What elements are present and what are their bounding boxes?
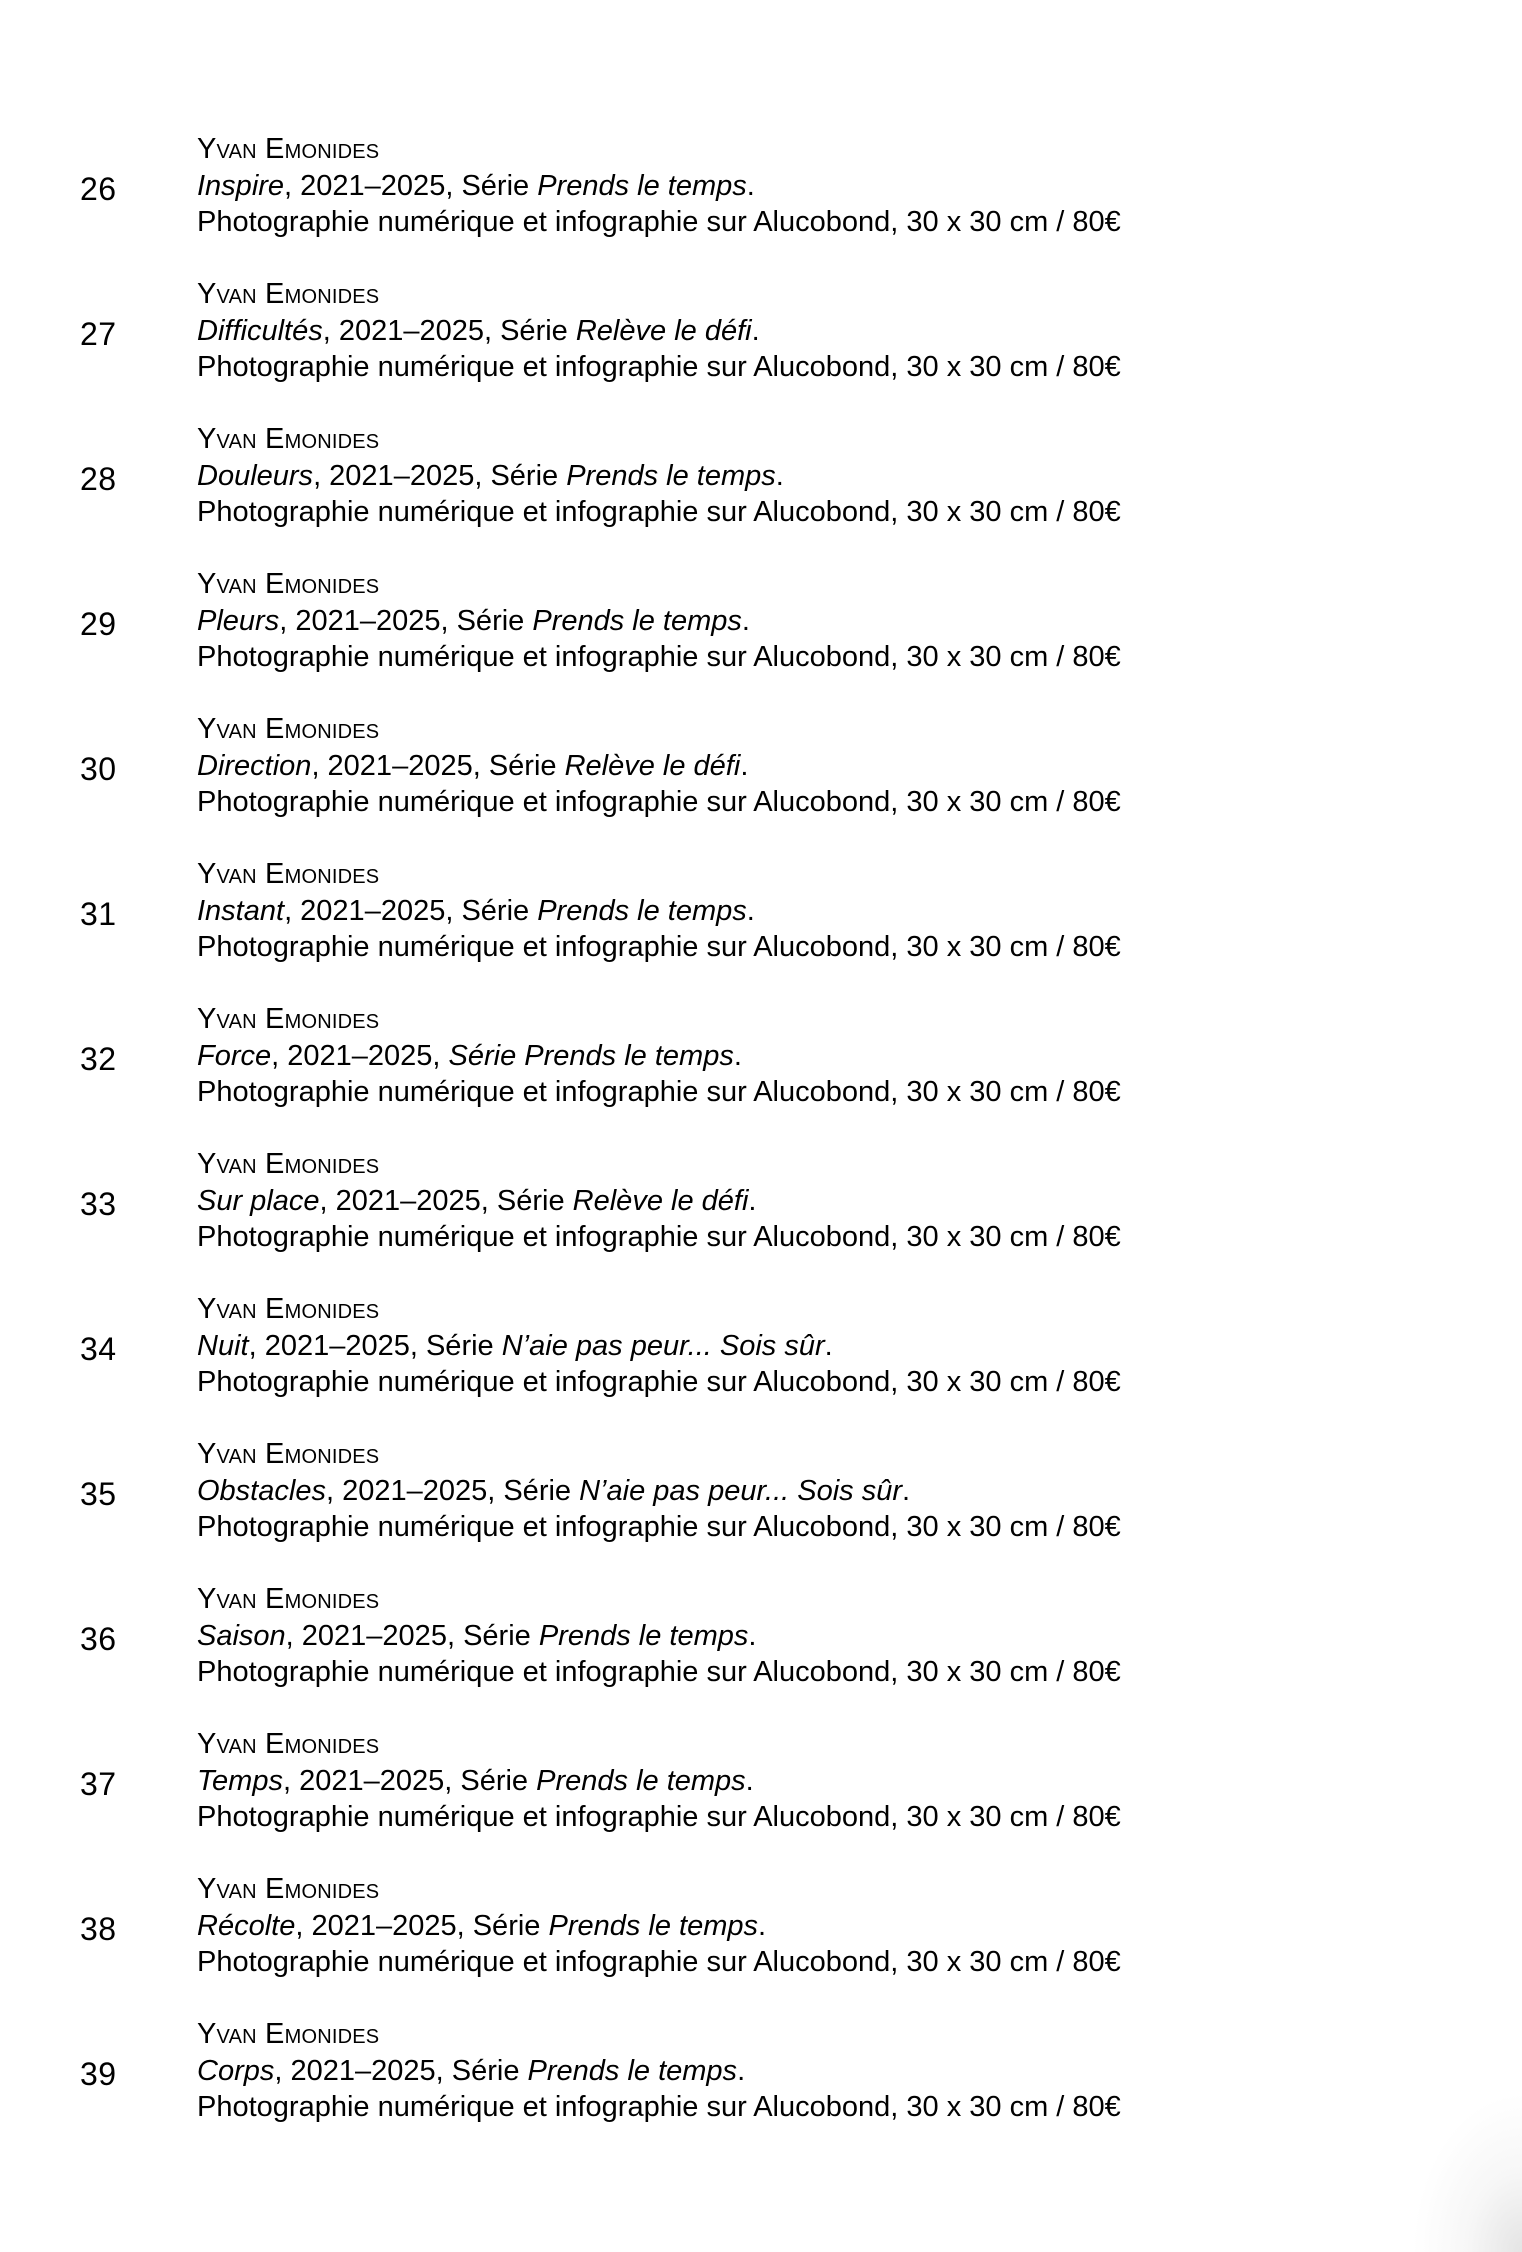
- artist-name: Yvan Emonides: [197, 568, 380, 600]
- artwork-medium: Photographie numérique et infographie sur Alucobond, 30 x 30 cm / 80€: [197, 351, 1121, 383]
- entry-number: 26: [80, 171, 117, 207]
- artwork-title: Sur place: [197, 1184, 320, 1217]
- artist-name: Yvan Emonides: [197, 1293, 380, 1325]
- series-prefix: Série: [456, 604, 533, 637]
- catalogue-entry: [0, 1576, 1522, 1721]
- artwork-title-line: [197, 893, 1121, 930]
- entry-details: [197, 1001, 1121, 1111]
- series-name: Prends le temps: [537, 894, 747, 927]
- artist-name: Yvan Emonides: [197, 1003, 380, 1035]
- entry-details: [197, 131, 1121, 241]
- artwork-dates: , 2021–2025,: [271, 1039, 449, 1072]
- artwork-dates: , 2021–2025,: [279, 604, 457, 637]
- artwork-medium: Photographie numérique et infographie sur Alucobond, 30 x 30 cm / 80€: [197, 1511, 1121, 1543]
- artwork-title-line: [197, 1618, 1121, 1655]
- entry-number: 38: [80, 1911, 117, 1947]
- catalogue-entry: [0, 851, 1522, 996]
- title-line-end: .: [733, 1039, 742, 1072]
- series-prefix: Série: [490, 459, 567, 492]
- artwork-title: Difficultés: [197, 314, 323, 347]
- artwork-title: Douleurs: [197, 459, 314, 492]
- artwork-title: Inspire: [197, 169, 285, 202]
- entry-details: [197, 711, 1121, 821]
- series-name: Prends le temps: [527, 2054, 738, 2087]
- artwork-medium: Photographie numérique et infographie sur Alucobond, 30 x 30 cm / 80€: [197, 1366, 1121, 1398]
- title-line-end: .: [775, 459, 784, 492]
- artwork-title-line: [197, 168, 1121, 205]
- series-prefix: Série: [451, 2054, 528, 2087]
- entry-number: 39: [80, 2056, 117, 2092]
- title-line-end: .: [745, 1764, 754, 1797]
- catalogue-entry: [0, 1431, 1522, 1576]
- entry-details: [197, 1291, 1121, 1401]
- title-line-end: .: [902, 1474, 911, 1507]
- artwork-title: Nuit: [197, 1329, 249, 1362]
- entry-details: [197, 1581, 1121, 1691]
- title-line-end: .: [748, 1619, 757, 1652]
- artwork-medium: Photographie numérique et infographie sur Alucobond, 30 x 30 cm / 80€: [197, 2091, 1121, 2123]
- entry-details: [197, 421, 1121, 531]
- entry-details: [197, 1146, 1121, 1256]
- artwork-dates: , 2021–2025,: [311, 749, 489, 782]
- artwork-medium: Photographie numérique et infographie sur Alucobond, 30 x 30 cm / 80€: [197, 931, 1121, 963]
- catalogue-entry: [0, 561, 1522, 706]
- title-line-end: .: [737, 2054, 746, 2087]
- series-prefix: Série: [496, 1184, 573, 1217]
- artwork-title: Instant: [197, 894, 285, 927]
- entry-number: 33: [80, 1186, 117, 1222]
- series-name: Prends le temps: [537, 169, 747, 202]
- artwork-dates: , 2021–2025,: [325, 1474, 504, 1507]
- artwork-title: Pleurs: [197, 604, 280, 637]
- series-name: Prends le temps: [566, 459, 776, 492]
- artwork-title: Temps: [197, 1764, 283, 1797]
- series-name: Série Prends le temps: [448, 1039, 734, 1072]
- artwork-dates: , 2021–2025,: [282, 1764, 461, 1797]
- artwork-title-line: [197, 1038, 1121, 1075]
- artwork-medium: Photographie numérique et infographie sur Alucobond, 30 x 30 cm / 80€: [197, 1656, 1121, 1688]
- artist-name: Yvan Emonides: [197, 423, 380, 455]
- series-prefix: Série: [425, 1329, 502, 1362]
- entry-number: 30: [80, 751, 117, 787]
- entry-details: [197, 566, 1121, 676]
- catalogue-entry: [0, 2011, 1522, 2156]
- artwork-medium: Photographie numérique et infographie sur Alucobond, 30 x 30 cm / 80€: [197, 206, 1121, 238]
- catalogue-entry: [0, 271, 1522, 416]
- artwork-medium: Photographie numérique et infographie sur Alucobond, 30 x 30 cm / 80€: [197, 786, 1121, 818]
- catalogue-entry: [0, 1721, 1522, 1866]
- artwork-title-line: [197, 313, 1121, 350]
- title-line-end: .: [746, 169, 755, 202]
- artwork-title: Corps: [197, 2054, 275, 2087]
- series-prefix: Série: [500, 314, 576, 347]
- entry-number: 36: [80, 1621, 117, 1657]
- entry-details: [197, 2016, 1121, 2126]
- artist-name: Yvan Emonides: [197, 1873, 380, 1905]
- series-name: Prends le temps: [532, 604, 742, 637]
- entry-number: 32: [80, 1041, 117, 1077]
- catalogue-entry-list: [0, 126, 1522, 2156]
- title-line-end: .: [751, 314, 760, 347]
- entry-number: 29: [80, 606, 117, 642]
- artwork-dates: , 2021–2025,: [313, 459, 491, 492]
- artwork-title-line: [197, 1183, 1121, 1220]
- artwork-title: Saison: [197, 1619, 286, 1652]
- series-prefix: Série: [488, 749, 565, 782]
- artist-name: Yvan Emonides: [197, 1148, 380, 1180]
- series-name: Prends le temps: [536, 1764, 746, 1797]
- artwork-dates: , 2021–2025,: [248, 1329, 426, 1362]
- catalogue-entry: [0, 706, 1522, 851]
- artist-name: Yvan Emonides: [197, 1728, 380, 1760]
- title-line-end: .: [740, 749, 749, 782]
- series-prefix: Série: [461, 894, 538, 927]
- series-prefix: Série: [460, 1764, 537, 1797]
- artwork-title: Direction: [197, 749, 312, 782]
- title-line-end: .: [748, 1184, 757, 1217]
- artist-name: Yvan Emonides: [197, 133, 380, 165]
- catalogue-entry: [0, 1286, 1522, 1431]
- artwork-title-line: [197, 1473, 1121, 1510]
- artwork-title-line: [197, 1763, 1121, 1800]
- title-line-end: .: [824, 1329, 833, 1362]
- artwork-title: Obstacles: [197, 1474, 326, 1507]
- series-name: Relève le défi: [572, 1184, 749, 1217]
- artwork-medium: Photographie numérique et infographie sur Alucobond, 30 x 30 cm / 80€: [197, 1946, 1121, 1978]
- artwork-title: Force: [197, 1039, 272, 1072]
- series-prefix: Série: [472, 1909, 549, 1942]
- artwork-medium: Photographie numérique et infographie sur Alucobond, 30 x 30 cm / 80€: [197, 1221, 1121, 1253]
- artist-name: Yvan Emonides: [197, 278, 380, 310]
- entry-number: 27: [80, 316, 117, 352]
- entry-details: [197, 1871, 1121, 1981]
- artwork-title-line: [197, 1908, 1121, 1945]
- artwork-title-line: [197, 2053, 1121, 2090]
- catalogue-entry: [0, 126, 1522, 271]
- series-name: N’aie pas peur... Sois sûr: [579, 1474, 903, 1507]
- series-name: Relève le défi: [564, 749, 741, 782]
- series-name: Prends le temps: [548, 1909, 759, 1942]
- series-name: Prends le temps: [538, 1619, 749, 1652]
- artwork-medium: Photographie numérique et infographie sur Alucobond, 30 x 30 cm / 80€: [197, 641, 1121, 673]
- series-name: N’aie pas peur... Sois sûr: [501, 1329, 825, 1362]
- artwork-dates: , 2021–2025,: [285, 1619, 464, 1652]
- artwork-title-line: [197, 1328, 1121, 1365]
- artist-name: Yvan Emonides: [197, 858, 380, 890]
- series-prefix: Série: [463, 1619, 539, 1652]
- artwork-dates: , 2021–2025,: [284, 894, 462, 927]
- artist-name: Yvan Emonides: [197, 1583, 380, 1615]
- catalogue-entry: [0, 996, 1522, 1141]
- artwork-dates: , 2021–2025,: [284, 169, 462, 202]
- artwork-dates: , 2021–2025,: [274, 2054, 452, 2087]
- artwork-dates: , 2021–2025,: [322, 314, 501, 347]
- artwork-medium: Photographie numérique et infographie sur Alucobond, 30 x 30 cm / 80€: [197, 1076, 1121, 1108]
- entry-number: 31: [80, 896, 117, 932]
- artwork-medium: Photographie numérique et infographie sur Alucobond, 30 x 30 cm / 80€: [197, 1801, 1121, 1833]
- entry-details: [197, 856, 1121, 966]
- entry-details: [197, 1436, 1121, 1546]
- artwork-title-line: [197, 603, 1121, 640]
- entry-number: 28: [80, 461, 117, 497]
- catalogue-entry: [0, 1866, 1522, 2011]
- series-name: Relève le défi: [575, 314, 752, 347]
- entry-details: [197, 276, 1121, 386]
- title-line-end: .: [741, 604, 750, 637]
- artwork-dates: , 2021–2025,: [319, 1184, 497, 1217]
- artist-name: Yvan Emonides: [197, 1438, 380, 1470]
- series-prefix: Série: [503, 1474, 580, 1507]
- catalogue-entry: [0, 416, 1522, 561]
- artist-name: Yvan Emonides: [197, 2018, 380, 2050]
- entry-number: 35: [80, 1476, 117, 1512]
- entry-number: 34: [80, 1331, 117, 1367]
- artwork-medium: Photographie numérique et infographie sur Alucobond, 30 x 30 cm / 80€: [197, 496, 1121, 528]
- artist-name: Yvan Emonides: [197, 713, 380, 745]
- entry-details: [197, 1726, 1121, 1836]
- series-prefix: Série: [461, 169, 538, 202]
- artwork-dates: , 2021–2025,: [295, 1909, 473, 1942]
- catalogue-entry: [0, 1141, 1522, 1286]
- title-line-end: .: [758, 1909, 767, 1942]
- artwork-title-line: [197, 458, 1121, 495]
- entry-number: 37: [80, 1766, 117, 1802]
- title-line-end: .: [746, 894, 755, 927]
- artwork-title: Récolte: [197, 1909, 296, 1942]
- artwork-title-line: [197, 748, 1121, 785]
